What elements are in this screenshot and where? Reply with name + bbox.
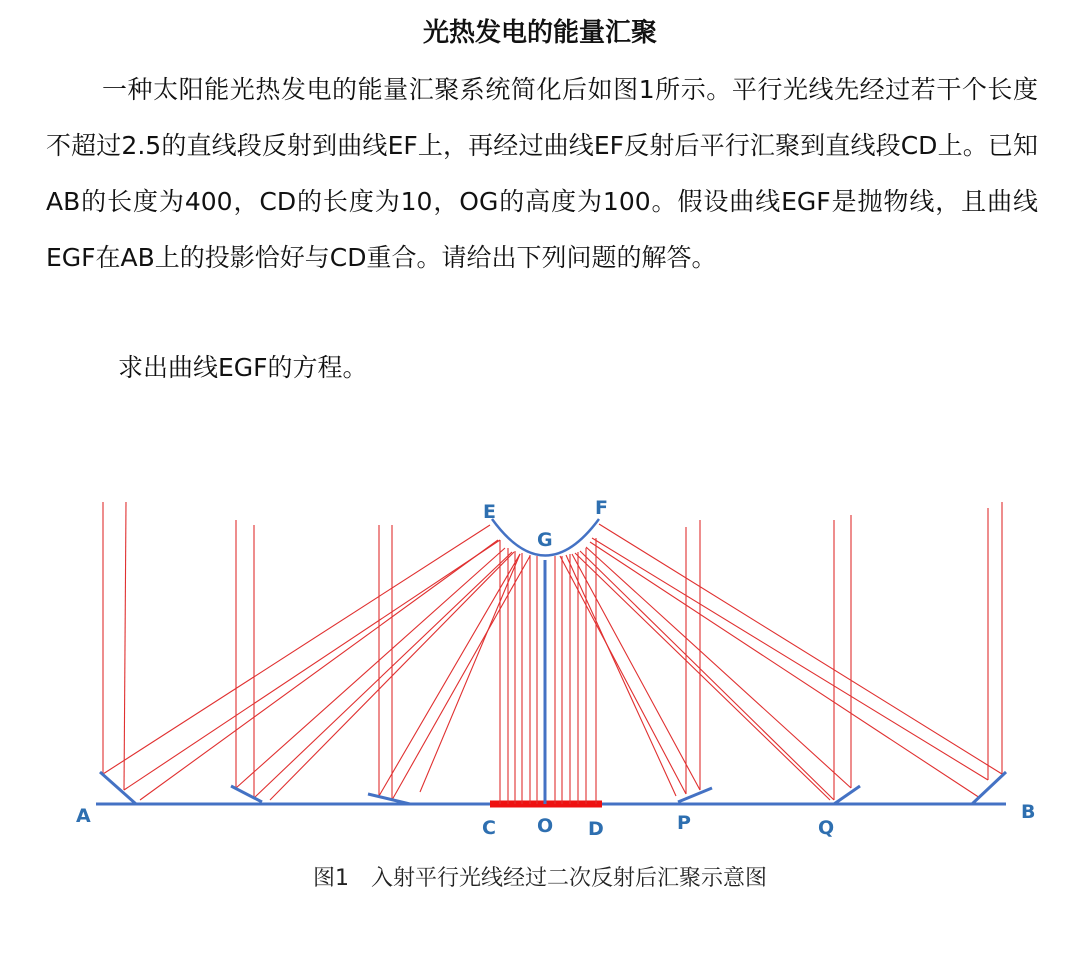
label-a: A [76,805,91,827]
problem-paragraph: 一种太阳能光热发电的能量汇聚系统简化后如图1所示。平行光线先经过若干个长度不超过2.5的直线段反射到曲线EF上，再经过曲线EF反射后平行汇聚到直线段CD上。已知AB的长度为400，CD的长度为10，OG的高度为100。假设曲线EGF是抛物线，且曲线EGF在AB上的投影恰好与CD重合。请给出下列问题的解答。 [46,75,1038,272]
label-p: P [677,812,691,834]
label-b: B [1021,801,1036,823]
convergent-rays [140,538,980,804]
label-q: Q [818,817,835,839]
page-title: 光热发电的能量汇聚 [422,18,657,48]
figure-caption: 图1 入射平行光线经过二次反射后汇聚示意图 [313,866,767,891]
label-d: D [588,818,604,840]
question-paragraph: 求出曲线EGF的方程。 [118,353,368,382]
label-f: F [595,497,608,519]
label-c: C [482,817,496,839]
reflected-rays [103,524,1002,800]
label-e: E [483,501,496,523]
label-o: O [537,815,554,837]
label-g: G [537,529,553,551]
